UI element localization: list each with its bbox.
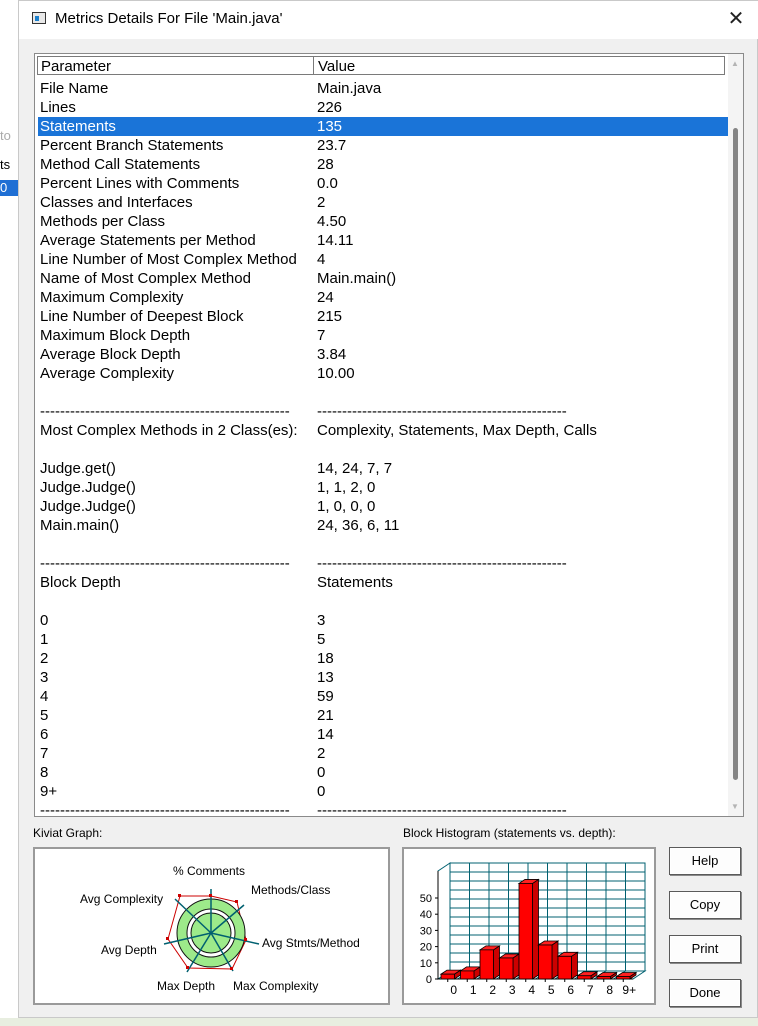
value-cell: 4 <box>317 251 326 268</box>
parameter-cell: Main.main() <box>40 517 120 534</box>
table-row[interactable] <box>38 212 728 231</box>
table-row[interactable] <box>38 250 728 269</box>
background-window <box>0 0 18 1026</box>
parameter-cell: Percent Branch Statements <box>40 137 224 154</box>
kiviat-graph <box>33 847 390 1005</box>
histogram-x-tick-label: 3 <box>508 983 516 997</box>
table-row[interactable] <box>38 155 728 174</box>
parameter-cell: 8 <box>40 764 49 781</box>
list-rows <box>38 79 728 817</box>
parameter-cell: Maximum Complexity <box>40 289 184 306</box>
value-cell: 0 <box>317 783 326 800</box>
vertical-scrollbar[interactable] <box>728 54 743 816</box>
histogram-bar <box>617 977 631 980</box>
table-row[interactable] <box>38 706 728 725</box>
table-row[interactable] <box>38 592 728 611</box>
parameter-cell: 5 <box>40 707 49 724</box>
parameter-cell: Judge.Judge() <box>40 498 136 515</box>
table-row[interactable] <box>38 801 728 817</box>
table-row[interactable] <box>38 79 728 98</box>
value-cell: Main.java <box>317 80 382 97</box>
kiviat-axis-label: Max Complexity <box>233 979 319 993</box>
close-button[interactable] <box>713 1 758 39</box>
table-row[interactable] <box>38 364 728 383</box>
table-row[interactable] <box>38 497 728 516</box>
table-row[interactable] <box>38 98 728 117</box>
parameter-cell: Judge.Judge() <box>40 479 136 496</box>
table-row[interactable] <box>38 440 728 459</box>
value-cell: 10.00 <box>317 365 355 382</box>
histogram-bar <box>500 958 514 979</box>
window-icon <box>32 12 46 24</box>
background-text: ts <box>0 157 11 172</box>
table-row[interactable] <box>38 611 728 630</box>
table-row[interactable] <box>38 763 728 782</box>
value-cell: 14.11 <box>317 232 354 249</box>
title-bar <box>19 1 758 39</box>
histogram-side-wall <box>438 863 450 979</box>
value-cell: 14, 24, 7, 7 <box>317 460 393 477</box>
table-row[interactable] <box>38 269 728 288</box>
table-row[interactable] <box>38 193 728 212</box>
histogram-y-tick-label: 40 <box>419 909 432 922</box>
table-row[interactable] <box>38 630 728 649</box>
value-cell: -------------------------------------------------- <box>317 802 567 817</box>
kiviat-axis-label: % Comments <box>173 864 246 878</box>
value-cell: Statements <box>317 574 393 591</box>
table-row[interactable] <box>38 782 728 801</box>
table-row[interactable] <box>38 649 728 668</box>
column-divider[interactable] <box>313 57 314 74</box>
value-cell: 0 <box>317 764 326 781</box>
copy-button[interactable]: Copy <box>669 891 741 919</box>
value-cell: 2 <box>317 745 326 762</box>
histogram-bar <box>578 976 592 979</box>
parameter-cell: Method Call Statements <box>40 156 201 173</box>
parameter-cell: Average Block Depth <box>40 346 181 363</box>
histogram-y-tick-label: 50 <box>419 893 432 905</box>
histogram-bar <box>461 971 475 979</box>
column-header-parameter[interactable]: Parameter <box>41 58 112 75</box>
metrics-dialog <box>18 0 758 1018</box>
parameter-cell: 4 <box>40 688 49 705</box>
kiviat-axis-label: Avg Complexity <box>80 892 164 906</box>
table-row[interactable] <box>38 307 728 326</box>
histogram-bar-side <box>552 941 558 979</box>
parameter-cell: -------------------------------------------------- <box>40 403 290 420</box>
kiviat-label: Kiviat Graph: <box>33 826 103 840</box>
metrics-list[interactable] <box>34 53 744 817</box>
histogram-bar-side <box>494 946 500 979</box>
close-icon: ✕ <box>727 8 745 30</box>
parameter-cell: Block Depth <box>40 574 121 591</box>
table-row[interactable] <box>38 326 728 345</box>
value-cell: 1, 0, 0, 0 <box>317 498 376 515</box>
table-row[interactable] <box>38 744 728 763</box>
histogram-y-tick-label: 30 <box>419 925 432 938</box>
histogram-x-tick-label: 7 <box>586 983 594 997</box>
value-cell: 2 <box>317 194 326 211</box>
parameter-cell: 1 <box>40 631 49 648</box>
column-header-value[interactable]: Value <box>318 58 356 75</box>
parameter-cell: 7 <box>40 745 49 762</box>
parameter-cell: Average Complexity <box>40 365 174 382</box>
value-cell: -------------------------------------------------- <box>317 403 567 420</box>
kiviat-axis-label: Avg Depth <box>101 943 157 957</box>
value-cell: 135 <box>317 118 343 135</box>
parameter-cell: Maximum Block Depth <box>40 327 191 344</box>
histogram-x-tick-label: 9+ <box>622 983 637 997</box>
parameter-cell: Average Statements per Method <box>40 232 256 249</box>
parameter-cell: Statements <box>40 118 116 135</box>
window-title: Metrics Details For File 'Main.java' <box>55 10 283 27</box>
histogram-x-tick-label: 2 <box>489 983 497 997</box>
parameter-cell: Name of Most Complex Method <box>40 270 251 287</box>
value-cell: 3 <box>317 612 326 629</box>
print-button[interactable]: Print <box>669 935 741 963</box>
table-row[interactable] <box>38 288 728 307</box>
histogram-x-tick-label: 8 <box>606 983 614 997</box>
histogram-x-tick-label: 5 <box>547 983 555 997</box>
parameter-cell: 0 <box>40 612 49 629</box>
background-strip <box>0 1018 758 1026</box>
histogram-y-tick-label: 0 <box>425 974 432 986</box>
table-row[interactable] <box>38 402 728 421</box>
table-row[interactable] <box>38 573 728 592</box>
value-cell: Complexity, Statements, Max Depth, Calls <box>317 422 597 439</box>
kiviat-axis-label: Avg Stmts/Method <box>262 936 360 950</box>
table-row[interactable] <box>38 668 728 687</box>
value-cell: Main.main() <box>317 270 397 287</box>
histogram-x-tick-label: 4 <box>528 983 536 997</box>
parameter-cell: Judge.get() <box>40 460 116 477</box>
table-row[interactable] <box>38 136 728 155</box>
histogram-bar <box>597 977 611 980</box>
histogram-label: Block Histogram (statements vs. depth): <box>403 826 616 840</box>
value-cell: 226 <box>317 99 343 116</box>
parameter-cell: Lines <box>40 99 76 116</box>
value-cell: 23.7 <box>317 137 347 154</box>
histogram-bar <box>441 974 455 979</box>
parameter-cell: 3 <box>40 669 49 686</box>
histogram-bar <box>480 950 494 979</box>
value-cell: 5 <box>317 631 326 648</box>
kiviat-axis-label: Max Depth <box>157 979 216 993</box>
value-cell: 3.84 <box>317 346 347 363</box>
histogram-x-tick-label: 1 <box>469 983 477 997</box>
value-cell: 18 <box>317 650 334 667</box>
table-row[interactable] <box>38 421 728 440</box>
table-row[interactable] <box>38 459 728 478</box>
parameter-cell: Line Number of Most Complex Method <box>40 251 297 268</box>
table-row[interactable] <box>38 516 728 535</box>
kiviat-axis-label: Methods/Class <box>251 883 331 897</box>
value-cell: -------------------------------------------------- <box>317 555 567 572</box>
parameter-cell: -------------------------------------------------- <box>40 555 290 572</box>
help-button[interactable]: Help <box>669 847 741 875</box>
value-cell: 24, 36, 6, 11 <box>317 517 400 534</box>
scroll-up-icon[interactable]: ▲ <box>731 59 739 68</box>
value-cell: 7 <box>317 327 326 344</box>
value-cell: 13 <box>317 669 334 686</box>
block-histogram <box>402 847 656 1005</box>
table-row[interactable] <box>38 478 728 497</box>
histogram-bar-side <box>572 952 578 979</box>
table-row[interactable] <box>38 725 728 744</box>
table-row[interactable] <box>38 174 728 193</box>
table-row[interactable] <box>38 345 728 364</box>
parameter-cell: Percent Lines with Comments <box>40 175 240 192</box>
parameter-cell: 2 <box>40 650 49 667</box>
parameter-cell: Most Complex Methods in 2 Class(es): <box>40 422 298 439</box>
table-row[interactable] <box>38 383 728 402</box>
histogram-y-tick-label: 20 <box>419 941 432 954</box>
background-text: to <box>0 128 11 143</box>
value-cell: 4.50 <box>317 213 347 230</box>
parameter-cell: Methods per Class <box>40 213 166 230</box>
table-row[interactable] <box>38 231 728 250</box>
histogram-x-tick-label: 0 <box>450 983 458 997</box>
parameter-cell: Classes and Interfaces <box>40 194 193 211</box>
histogram-bar <box>558 956 572 979</box>
parameter-cell: File Name <box>40 80 109 97</box>
table-row[interactable] <box>38 554 728 573</box>
list-header <box>37 56 725 75</box>
scroll-down-icon[interactable]: ▼ <box>731 802 739 811</box>
background-selected-cell: 0 <box>0 180 18 196</box>
value-cell: 215 <box>317 308 343 325</box>
value-cell: 59 <box>317 688 334 705</box>
histogram-bar-side <box>533 879 539 979</box>
value-cell: 14 <box>317 726 334 743</box>
histogram-bar <box>519 883 533 979</box>
value-cell: 0.0 <box>317 175 338 192</box>
table-row[interactable] <box>38 687 728 706</box>
value-cell: 21 <box>317 707 334 724</box>
value-cell: 1, 1, 2, 0 <box>317 479 376 496</box>
table-row[interactable] <box>38 117 728 136</box>
value-cell: 24 <box>317 289 334 306</box>
histogram-svg <box>404 849 654 1003</box>
table-row[interactable] <box>38 535 728 554</box>
parameter-cell: Line Number of Deepest Block <box>40 308 244 325</box>
value-cell: 28 <box>317 156 334 173</box>
kiviat-svg <box>35 849 388 1003</box>
histogram-x-tick-label: 6 <box>567 983 575 997</box>
scrollbar-thumb[interactable] <box>733 128 738 780</box>
histogram-y-tick-label: 10 <box>419 957 432 970</box>
parameter-cell: 9+ <box>40 783 58 800</box>
parameter-cell: 6 <box>40 726 49 743</box>
done-button[interactable]: Done <box>669 979 741 1007</box>
histogram-bar <box>539 945 553 979</box>
parameter-cell: -------------------------------------------------- <box>40 802 290 817</box>
